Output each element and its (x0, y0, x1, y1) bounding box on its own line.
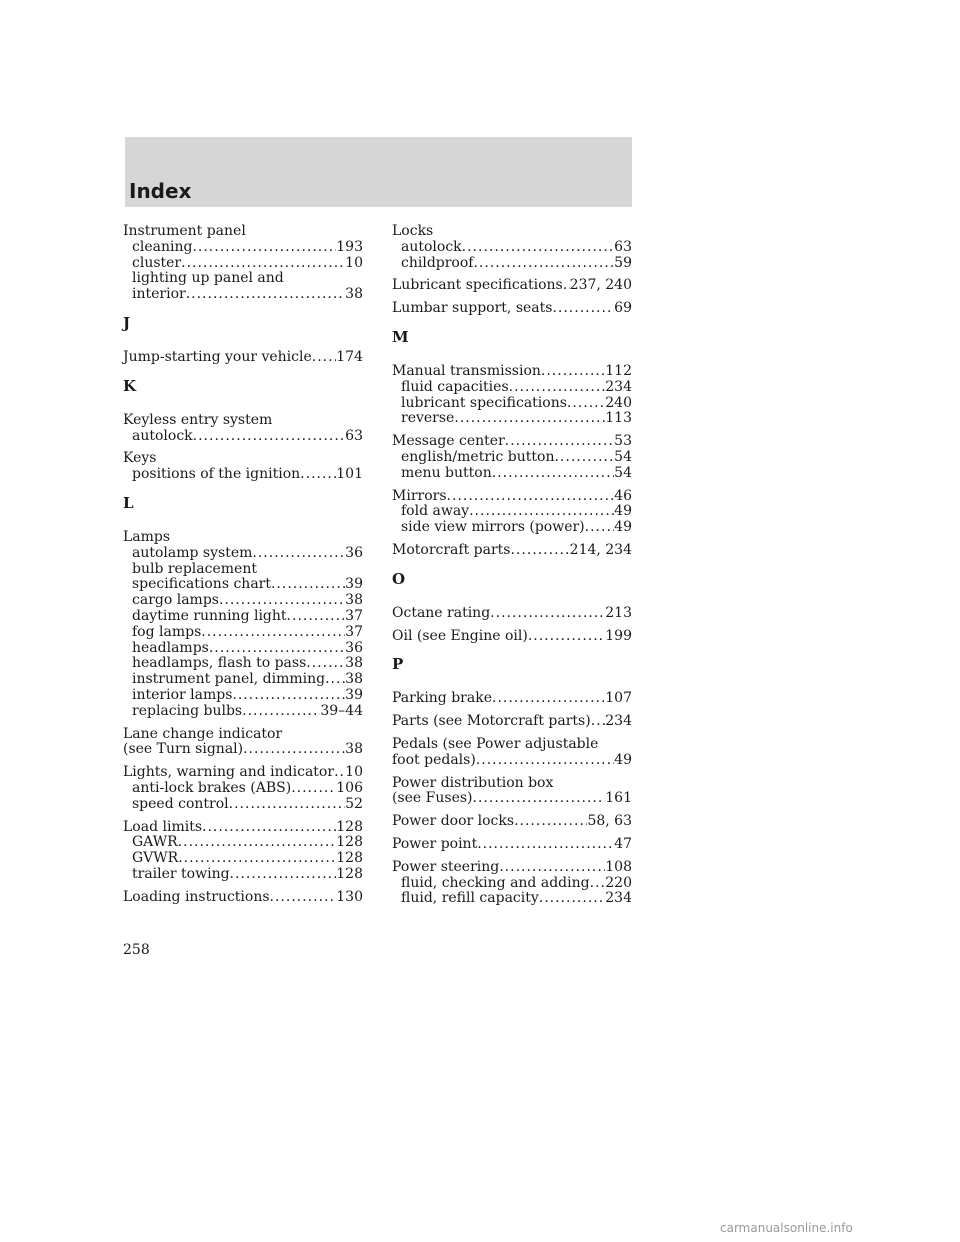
page-ref: 193 (336, 238, 363, 255)
entry-row: Manual transmission ..... 112 (392, 364, 632, 380)
entry-row: Power steering ..... 108 (392, 860, 632, 876)
subentry: autolamp system ..... 36 (123, 546, 363, 562)
index-entry-lamps (123, 530, 363, 720)
entry-row: Parts (see Motorcraft parts) ..... 234 (392, 714, 632, 730)
page-ref: 108 (605, 858, 632, 875)
index-entry-lights (123, 765, 363, 812)
page-ref: 112 (605, 362, 632, 379)
index-column-left (123, 224, 363, 906)
index-entry-manual-transmission (392, 364, 632, 427)
subentry: fluid capacities ..... 234 (392, 380, 632, 396)
page-ref: 214, 234 (569, 541, 632, 558)
index-entry-keyless (123, 413, 363, 445)
subentry: cleaning ..... 193 (123, 240, 363, 256)
entry-heading: Pedals (see Power adjustable (392, 735, 599, 752)
subentry: english/metric button ..... 54 (392, 450, 632, 466)
entry-row: Lumbar support, seats ..... 69 (392, 301, 632, 317)
page-ref: 234 (605, 713, 632, 730)
subentry: GVWR ..... 128 (123, 851, 363, 867)
entry-row: Load limits ..... 128 (123, 820, 363, 836)
entry-row: Mirrors ..... 46 (392, 489, 632, 505)
subentry: menu button ..... 54 (392, 466, 632, 482)
index-entry-parking-brake (392, 691, 632, 707)
entry-row: Oil (see Engine oil) ..... 199 (392, 629, 632, 645)
page-ref: 36 (345, 544, 363, 561)
subentry: fluid, refill capacity ..... 234 (392, 891, 632, 907)
subentry: cluster ..... 10 (123, 256, 363, 272)
entry-heading: Keys (123, 450, 157, 467)
page-ref: 10 (345, 254, 363, 271)
subentry: daytime running light ..... 37 (123, 609, 363, 625)
page-ref: 174 (336, 348, 363, 365)
index-entry-loading (123, 890, 363, 906)
page-ref: 128 (336, 865, 363, 882)
index-entry-jump-starting (123, 350, 363, 366)
index-entry-oil (392, 629, 632, 645)
entry-row: Power door locks ..... 58, 63 (392, 814, 632, 830)
entry-row: Motorcraft parts ..... 214, 234 (392, 543, 632, 559)
page-ref: 38 (345, 671, 363, 688)
page-ref: 38 (345, 741, 363, 758)
subentry: autolock ..... 63 (392, 240, 632, 256)
page-ref: 54 (614, 464, 632, 481)
subentry: headlamps ..... 36 (123, 641, 363, 657)
entry-row: Message center ..... 53 (392, 434, 632, 450)
entry-row: Loading instructions ..... 130 (123, 890, 363, 906)
index-entry-octane (392, 606, 632, 622)
entry-row: Power point ..... 47 (392, 837, 632, 853)
page-ref: 39 (345, 686, 363, 703)
subentry: fold away ..... 49 (392, 504, 632, 520)
index-entry-power-distribution (392, 776, 632, 808)
page-ref: 113 (605, 410, 632, 427)
subentry-text: lighting up panel and (132, 270, 284, 287)
subentry: autolock ..... 63 (123, 429, 363, 445)
page-ref: 37 (345, 607, 363, 624)
index-entry-power-door-locks (392, 814, 632, 830)
page-ref: 37 (345, 623, 363, 640)
subentry-text: bulb replacement (132, 560, 257, 577)
subentry: anti-lock brakes (ABS) ..... 106 (123, 781, 363, 797)
page-ref: 161 (605, 790, 632, 807)
section-letter-m: M (392, 327, 409, 346)
page-ref: 213 (605, 604, 632, 621)
page-ref: 59 (614, 254, 632, 271)
subentry: childproof ..... 59 (392, 256, 632, 272)
page-ref: 49 (614, 751, 632, 768)
page-ref: 47 (614, 835, 632, 852)
index-entry-instrument-panel (123, 224, 363, 303)
index-entry-mirrors (392, 489, 632, 536)
section-letter-l: L (123, 493, 134, 512)
entry-row: (see Turn signal) ..... 38 (123, 742, 363, 758)
page-ref: 63 (614, 238, 632, 255)
index-column-right (392, 224, 632, 907)
page-ref: 199 (605, 627, 632, 644)
entry-row: Octane rating ..... 213 (392, 606, 632, 622)
entry-row: Lights, warning and indicator ..... 10 (123, 765, 363, 781)
entry-heading: Locks (392, 223, 434, 239)
page-ref: 46 (614, 487, 632, 504)
index-entry-parts (392, 714, 632, 730)
entry-row: Parking brake ..... 107 (392, 691, 632, 707)
page-ref: 10 (345, 764, 363, 781)
entry-row: Lubricant specifications ..... 237, 240 (392, 278, 632, 294)
page-number: 258 (123, 942, 150, 958)
page-ref: 128 (336, 818, 363, 835)
header-band (125, 137, 632, 207)
page-ref: 234 (605, 378, 632, 395)
page-ref: 106 (336, 779, 363, 796)
page-ref: 101 (336, 466, 363, 483)
subentry: speed control ..... 52 (123, 797, 363, 813)
page-ref: 52 (345, 795, 363, 812)
page-ref: 39–44 (320, 702, 363, 719)
page-ref: 234 (605, 890, 632, 907)
index-entry-keys (123, 451, 363, 483)
page-ref: 38 (345, 592, 363, 609)
page-ref: 237, 240 (569, 277, 632, 294)
entry-heading: Power distribution box (392, 774, 554, 791)
subentry: fluid, checking and adding ..... 220 (392, 876, 632, 892)
index-entry-locks (392, 224, 632, 271)
index-entry-pedals (392, 737, 632, 769)
subentry: lubricant specifications ..... 240 (392, 396, 632, 412)
page-ref: 128 (336, 834, 363, 851)
page-ref: 63 (345, 427, 363, 444)
index-entry-power-point (392, 837, 632, 853)
subentry: specifications chart ..... 39 (123, 577, 363, 593)
page-ref: 36 (345, 639, 363, 656)
entry-heading: Keyless entry system (123, 411, 273, 428)
index-entry-lubricant (392, 278, 632, 294)
page-ref: 58, 63 (587, 813, 632, 830)
index-entry-motorcraft (392, 543, 632, 559)
page-ref: 38 (345, 655, 363, 672)
page-ref: 54 (614, 448, 632, 465)
page-ref: 38 (345, 286, 363, 303)
subentry: fog lamps ..... 37 (123, 625, 363, 641)
entry-row: (see Fuses) ..... 161 (392, 791, 632, 807)
section-letter-p: P (392, 655, 404, 674)
entry-row: foot pedals) ..... 49 (392, 753, 632, 769)
section-letter-j: J (123, 313, 131, 332)
page-ref: 49 (614, 519, 632, 536)
page-ref: 240 (605, 394, 632, 411)
entry-heading: Lamps (123, 528, 171, 545)
section-letter-k: K (123, 376, 137, 395)
subentry: replacing bulbs ..... 39–44 (123, 704, 363, 720)
page-ref: 128 (336, 850, 363, 867)
subentry: positions of the ignition ..... 101 (123, 467, 363, 483)
subentry: trailer towing ..... 128 (123, 867, 363, 883)
subentry: reverse ..... 113 (392, 411, 632, 427)
page-ref: 53 (614, 433, 632, 450)
entry-heading: Instrument panel (123, 223, 246, 239)
subentry: side view mirrors (power) ..... 49 (392, 520, 632, 536)
subentry: headlamps, flash to pass ..... 38 (123, 656, 363, 672)
subentry: interior lamps ..... 39 (123, 688, 363, 704)
index-entry-load-limits (123, 820, 363, 883)
page-ref: 69 (614, 300, 632, 317)
subentry: instrument panel, dimming ..... 38 (123, 672, 363, 688)
section-letter-o: O (392, 569, 406, 588)
index-entry-message-center (392, 434, 632, 481)
subentry: interior ..... 38 (123, 287, 363, 303)
index-entry-lane-change (123, 727, 363, 759)
subentry: GAWR ..... 128 (123, 835, 363, 851)
subentry: cargo lamps ..... 38 (123, 593, 363, 609)
page-ref: 107 (605, 690, 632, 707)
entry-heading: Lane change indicator (123, 725, 283, 742)
page-title: Index (129, 179, 192, 203)
page-ref: 39 (345, 576, 363, 593)
page-ref: 130 (336, 888, 363, 905)
index-entry-lumbar (392, 301, 632, 317)
index-entry-power-steering (392, 860, 632, 907)
page-ref: 220 (605, 874, 632, 891)
entry-row: Jump-starting your vehicle ..... 174 (123, 350, 363, 366)
page-ref: 49 (614, 503, 632, 520)
watermark-link[interactable]: carmanualsonline.info (720, 1221, 853, 1235)
